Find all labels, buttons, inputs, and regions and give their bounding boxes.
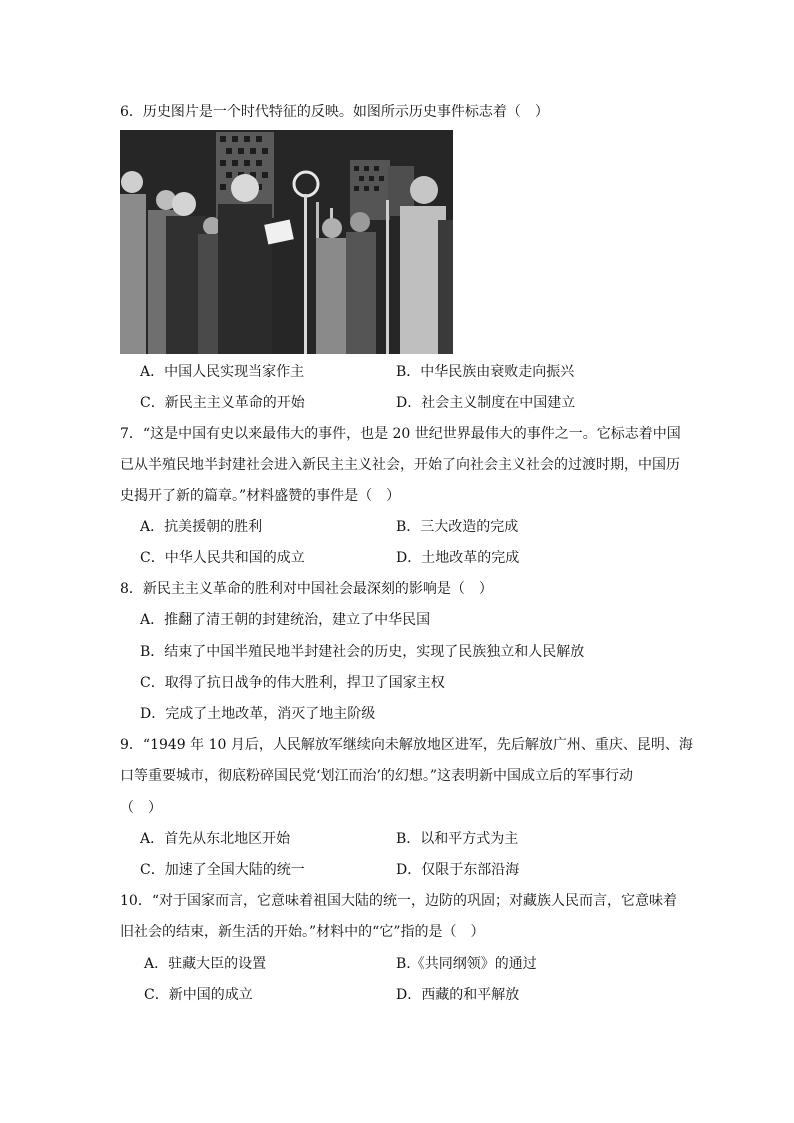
q8-option-b[interactable]: B．结束了中国半殖民地半封建社会的历史，实现了民族独立和人民解放 xyxy=(140,644,585,660)
q9-stem-line-2: 口等重要城市，彻底粉碎国民党‘划江而治’的幻想。”这表明新中国成立后的军事行动 xyxy=(120,768,634,784)
q6-option-a[interactable]: A．中国人民实现当家作主 xyxy=(140,364,305,380)
q7-stem-line-2: 已从半殖民地半封建社会进入新民主主义社会，开始了向社会主义社会的过渡时期，中国历 xyxy=(120,457,680,473)
q8-option-c[interactable]: C．取得了抗日战争的伟大胜利，捍卫了国家主权 xyxy=(140,675,445,691)
q7-option-c[interactable]: C．中华人民共和国的成立 xyxy=(140,550,305,566)
q9-option-b[interactable]: B．以和平方式为主 xyxy=(396,831,519,847)
q10-option-b[interactable]: B.《共同纲领》的通过 xyxy=(396,956,537,972)
q6-option-c[interactable]: C．新民主主义革命的开始 xyxy=(140,395,305,411)
q8-stem: 8．新民主主义革命的胜利对中国社会最深刻的影响是（ ） xyxy=(120,581,493,597)
q9-option-a[interactable]: A．首先从东北地区开始 xyxy=(140,831,291,847)
q7-option-d[interactable]: D．土地改革的完成 xyxy=(396,550,520,566)
q7-option-b[interactable]: B．三大改造的完成 xyxy=(396,519,519,535)
q8-option-a[interactable]: A．推翻了清王朝的封建统治，建立了中华民国 xyxy=(140,612,431,628)
q10-stem-line-2: 旧社会的结束，新生活的开始。”材料中的“它”指的是（ ） xyxy=(120,924,485,940)
q6-stem: 6．历史图片是一个时代特征的反映。如图所示历史事件标志着（ ） xyxy=(120,104,549,120)
q8-option-d[interactable]: D．完成了土地改革，消灭了地主阶级 xyxy=(140,706,376,722)
q9-option-d[interactable]: D．仅限于东部沿海 xyxy=(396,862,520,878)
q7-stem-line-1: 7．“这是中国有史以来最伟大的事件，也是 20 世纪世界最伟大的事件之一。它标志着中国 xyxy=(120,426,681,442)
q7-option-a[interactable]: A．抗美援朝的胜利 xyxy=(140,519,263,535)
q9-option-c[interactable]: C．加速了全国大陆的统一 xyxy=(140,862,305,878)
historical-photo-image xyxy=(120,130,453,354)
q6-option-b[interactable]: B．中华民族由衰败走向振兴 xyxy=(396,364,575,380)
historical-photo xyxy=(120,130,453,354)
q10-option-c[interactable]: C．新中国的成立 xyxy=(144,987,253,1003)
q10-option-d[interactable]: D．西藏的和平解放 xyxy=(396,987,520,1003)
q9-stem-line-3: （ ） xyxy=(120,800,162,816)
q10-option-a[interactable]: A．驻藏大臣的设置 xyxy=(144,956,267,972)
q7-stem-line-3: 史揭开了新的篇章。”材料盛赞的事件是（ ） xyxy=(120,488,401,504)
q6-option-d[interactable]: D．社会主义制度在中国建立 xyxy=(396,395,576,411)
q10-stem-line-1: 10．“对于国家而言，它意味着祖国大陆的统一，边防的巩固；对藏族人民而言，它意味着 xyxy=(120,893,677,909)
q9-stem-line-1: 9．“1949 年 10 月后，人民解放军继续向未解放地区进军，先后解放广州、重庆、昆明、海 xyxy=(120,737,693,753)
